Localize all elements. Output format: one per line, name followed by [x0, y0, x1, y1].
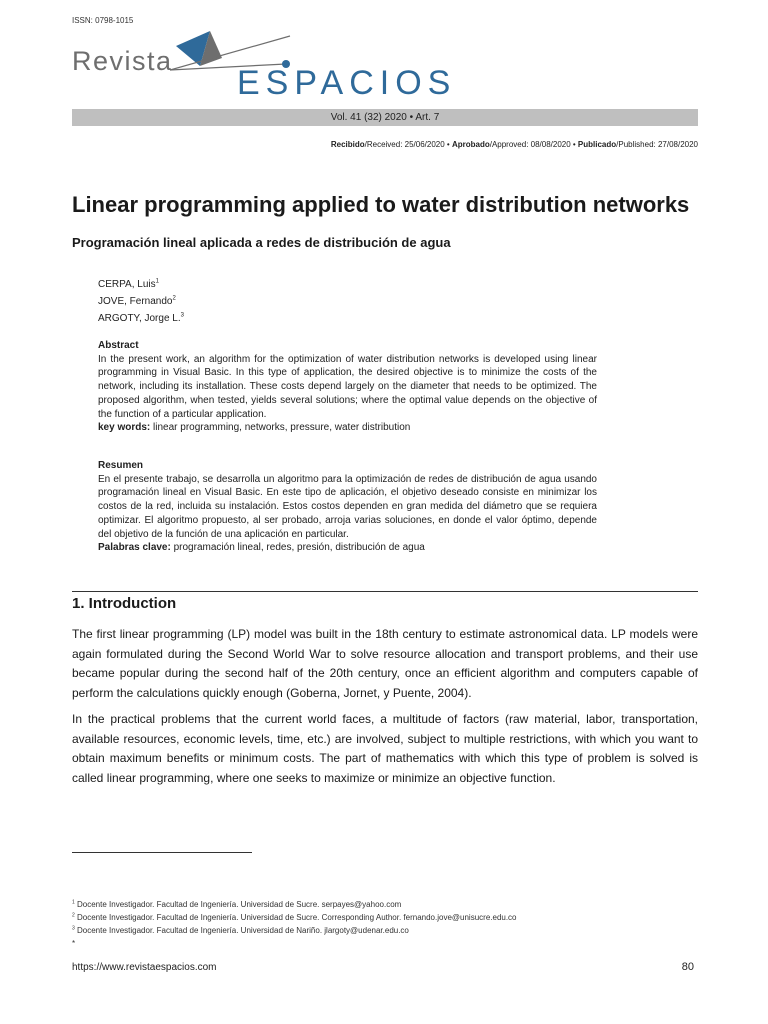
abstract-text: In the present work, an algorithm for the optimization of water distribution networks is developed using linear programming in Visual Basic. In this type of application, the desired objective is to minimize the costs of the network, including its installation. These costs depend largely on the diameter that needs to be optimized. The proposed algorithm, when tested, yields several solutions; where the optimal value depends on the objective of the function of a particular application.: [98, 353, 597, 420]
resumen-heading: Resumen: [98, 460, 144, 471]
introduction-paragraph: In the practical problems that the current world faces, a multitude of factors (raw material, labor, transportation, available resources, economic levels, time, etc.) are involved, subject to multiple restrictions, with which you want to obtain maximum benefits or minimum costs. The part of mathematics with which this type of problem is solved is called linear programming, where one seeks to maximize or minimize an objective function.: [72, 712, 698, 785]
resumen-section: [98, 459, 597, 555]
footnotes: [72, 898, 517, 950]
author: JOVE, Fernando$^2$: [98, 295, 176, 307]
resumen-text: En el presente trabajo, se desarrolla un algoritmo para la optimización de redes de distribución de agua usando programación lineal en Visual Basic. En este tipo de aplicación, el objetivo deseado consiste en minimizar los costos de la red, incluida su instalación. Estos costos dependen en gran medida del diámetro que se requiera optimizar. El algoritmo propuesto, al ser probado, arroja varias soluciones, en donde el valor óptimo, depende del objetivo de la función de una aplicación en particular.: [98, 473, 597, 540]
section-divider: [72, 591, 698, 592]
issn: ISSN: 0798-1015: [72, 16, 134, 25]
footnote: $^3$ Docente Investigador. Facultad de Ingeniería. Universidad de Nariño. jlargoty@udenar.edu.co: [72, 925, 409, 935]
aprobado-value: /Approved: 08/08/2020 •: [489, 140, 578, 149]
aprobado-label: Aprobado: [451, 140, 490, 149]
introduction-paragraph: The first linear programming (LP) model was built in the 18th century to estimate astronomical data. LP models were again formulated during the Second World War to solve resource allocation and transport problems, and their use became popular during the second half of the 20th century, once an efficient algorithm and computers capable of perform the calculations quickly enough (Goberna, Jornet, y Puente, 2004).: [72, 627, 698, 700]
keywords-text: linear programming, networks, pressure, water distribution: [150, 422, 411, 434]
footer-url[interactable]: https://www.revistaespacios.com: [72, 962, 217, 973]
publicado-value: /Published: 27/08/2020: [616, 140, 698, 149]
page-number: 80: [681, 961, 694, 973]
palabras-clave-label: Palabras clave:: [98, 542, 171, 554]
journal-logo: [72, 28, 457, 106]
logo-revista-text: Revista: [72, 46, 173, 76]
article-title-spanish: Programación lineal aplicada a redes de distribución de agua: [72, 235, 451, 250]
abstract-heading: Abstract: [98, 340, 139, 351]
author-list: [98, 276, 184, 327]
footnote-divider: [72, 852, 252, 853]
footnote: $^2$ Docente Investigador. Facultad de Ingeniería. Universidad de Sucre. Corresponding Author. fernando.jove@unisucre.edu.co: [72, 912, 517, 922]
palabras-clave-text: programación lineal, redes, presión, distribución de agua: [170, 542, 425, 554]
logo-espacios-text: ESPACIOS: [237, 64, 457, 102]
article-dates: [331, 140, 698, 149]
footnote: *: [72, 939, 76, 948]
recibido-label: Recibido: [330, 140, 365, 149]
author: CERPA, Luis$^1$: [98, 278, 159, 290]
publicado-label: Publicado: [577, 140, 617, 149]
author: ARGOTY, Jorge L.$^3$: [98, 312, 184, 324]
abstract-section: [98, 339, 597, 435]
footnote: $^1$ Docente Investigador. Facultad de Ingeniería. Universidad de Sucre. serpayes@yahoo.com: [72, 899, 402, 909]
keywords-label: key words:: [98, 422, 151, 434]
section-heading-introduction: 1. Introduction: [72, 595, 177, 612]
volume-bar: Vol. 41 (32) 2020 • Art. 7: [72, 109, 698, 126]
article-title: Linear programming applied to water distribution networks: [72, 192, 690, 217]
recibido-value: /Received: 25/06/2020 •: [364, 140, 452, 149]
